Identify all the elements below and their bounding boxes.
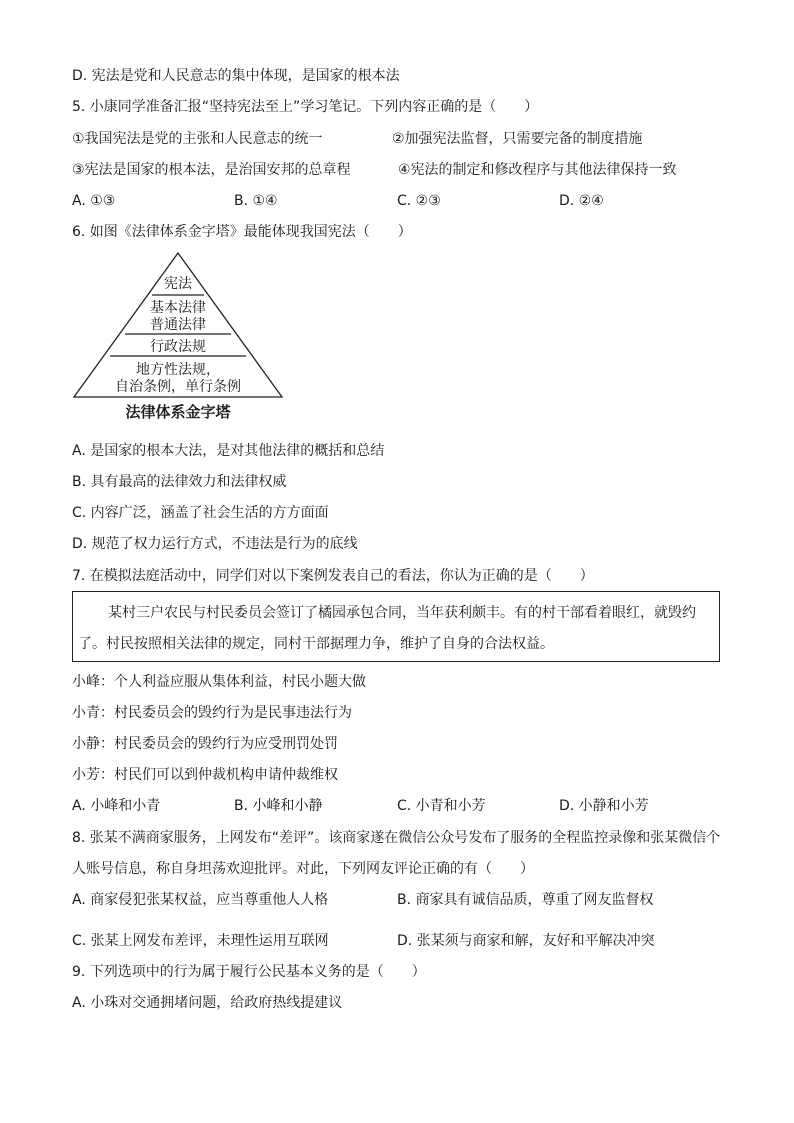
law-pyramid-figure bbox=[70, 250, 286, 422]
q5-option-b: B. ①④ bbox=[234, 193, 278, 209]
question-8-line-2: 人账号信息，称自身坦荡欢迎批评。对此，下列网友评论正确的有（ ） bbox=[72, 861, 534, 877]
pyramid-level-constitution: 宪法 bbox=[164, 276, 192, 292]
q6-option-a: A. 是国家的根本大法，是对其他法律的概括和总结 bbox=[72, 443, 385, 459]
case-text-line-1: 某村三户农民与村民委员会签订了橘园承包合同，当年获利颇丰。有的村干部看着眼红，就毁约 bbox=[108, 605, 696, 621]
q6-option-c: C. 内容广泛，涵盖了社会生活的方方面面 bbox=[72, 505, 329, 521]
q7-option-d: D. 小静和小芳 bbox=[559, 798, 649, 814]
q9-option-a: A. 小珠对交通拥堵问题，给政府热线提建议 bbox=[72, 995, 343, 1011]
q7-view-xiaofeng: 小峰：个人利益应服从集体利益，村民小题大做 bbox=[72, 674, 366, 690]
pyramid-level-general-law: 普通法律 bbox=[150, 317, 206, 333]
question-6: 6. 如图《法律体系金字塔》最能体现我国宪法（ ） bbox=[72, 224, 412, 240]
q7-option-a: A. 小峰和小青 bbox=[72, 798, 161, 814]
q5-statement-4: ④宪法的制定和修改程序与其他法律保持一致 bbox=[398, 162, 677, 178]
q8-option-a: A. 商家侵犯张某权益，应当尊重他人人格 bbox=[72, 892, 329, 908]
q7-view-xiaofang: 小芳：村民们可以到仲裁机构申请仲裁维权 bbox=[72, 767, 338, 783]
q5-option-a: A. ①③ bbox=[72, 193, 116, 209]
case-box bbox=[72, 591, 720, 662]
q5-statement-2: ②加强宪法监督，只需要完备的制度措施 bbox=[392, 131, 643, 147]
q7-view-xiaoqing: 小青：村民委员会的毁约行为是民事违法行为 bbox=[72, 705, 352, 721]
q7-option-b: B. 小峰和小静 bbox=[234, 798, 323, 814]
question-9: 9. 下列选项中的行为属于履行公民基本义务的是（ ） bbox=[72, 964, 426, 980]
q5-statement-1: ①我国宪法是党的主张和人民意志的统一 bbox=[72, 131, 323, 147]
q7-view-xiaojing: 小静：村民委员会的毁约行为应受刑罚处罚 bbox=[72, 736, 338, 752]
q8-option-b: B. 商家具有诚信品质，尊重了网友监督权 bbox=[397, 892, 654, 908]
question-5: 5. 小康同学准备汇报“坚持宪法至上”学习笔记。下列内容正确的是（ ） bbox=[72, 99, 539, 115]
pyramid-level-autonomy-reg: 自治条例，单行条例 bbox=[115, 379, 241, 395]
q5-option-c: C. ②③ bbox=[397, 193, 441, 209]
pyramid-level-admin-reg: 行政法规 bbox=[150, 339, 206, 355]
pyramid-level-basic-law: 基本法律 bbox=[150, 300, 206, 316]
q8-option-d: D. 张某须与商家和解，友好和平解决冲突 bbox=[397, 933, 655, 949]
q5-option-d: D. ②④ bbox=[559, 193, 604, 209]
q5-statement-3: ③宪法是国家的根本法，是治国安邦的总章程 bbox=[72, 162, 351, 178]
q8-option-c: C. 张某上网发布差评，未理性运用互联网 bbox=[72, 933, 329, 949]
pyramid-level-local-reg: 地方性法规， bbox=[136, 362, 220, 378]
case-text-line-2: 了。村民按照相关法律的规定，同村干部据理力争，维护了自身的合法权益。 bbox=[78, 636, 554, 652]
question-7: 7. 在模拟法庭活动中，同学们对以下案例发表自己的看法，你认为正确的是（ ） bbox=[72, 568, 594, 584]
q7-option-c: C. 小青和小芳 bbox=[397, 798, 486, 814]
question-8-line-1: 8. 张某不满商家服务，上网发布“差评”。该商家遂在微信公众号发布了服务的全程监控录像和张某微信个 bbox=[72, 830, 721, 846]
q6-option-b: B. 具有最高的法律效力和法律权威 bbox=[72, 474, 287, 490]
q6-option-d: D. 规范了权力运行方式，不违法是行为的底线 bbox=[72, 536, 358, 552]
pyramid-caption: 法律体系金字塔 bbox=[125, 403, 231, 421]
q4-option-d: D. 宪法是党和人民意志的集中体现，是国家的根本法 bbox=[72, 68, 400, 84]
